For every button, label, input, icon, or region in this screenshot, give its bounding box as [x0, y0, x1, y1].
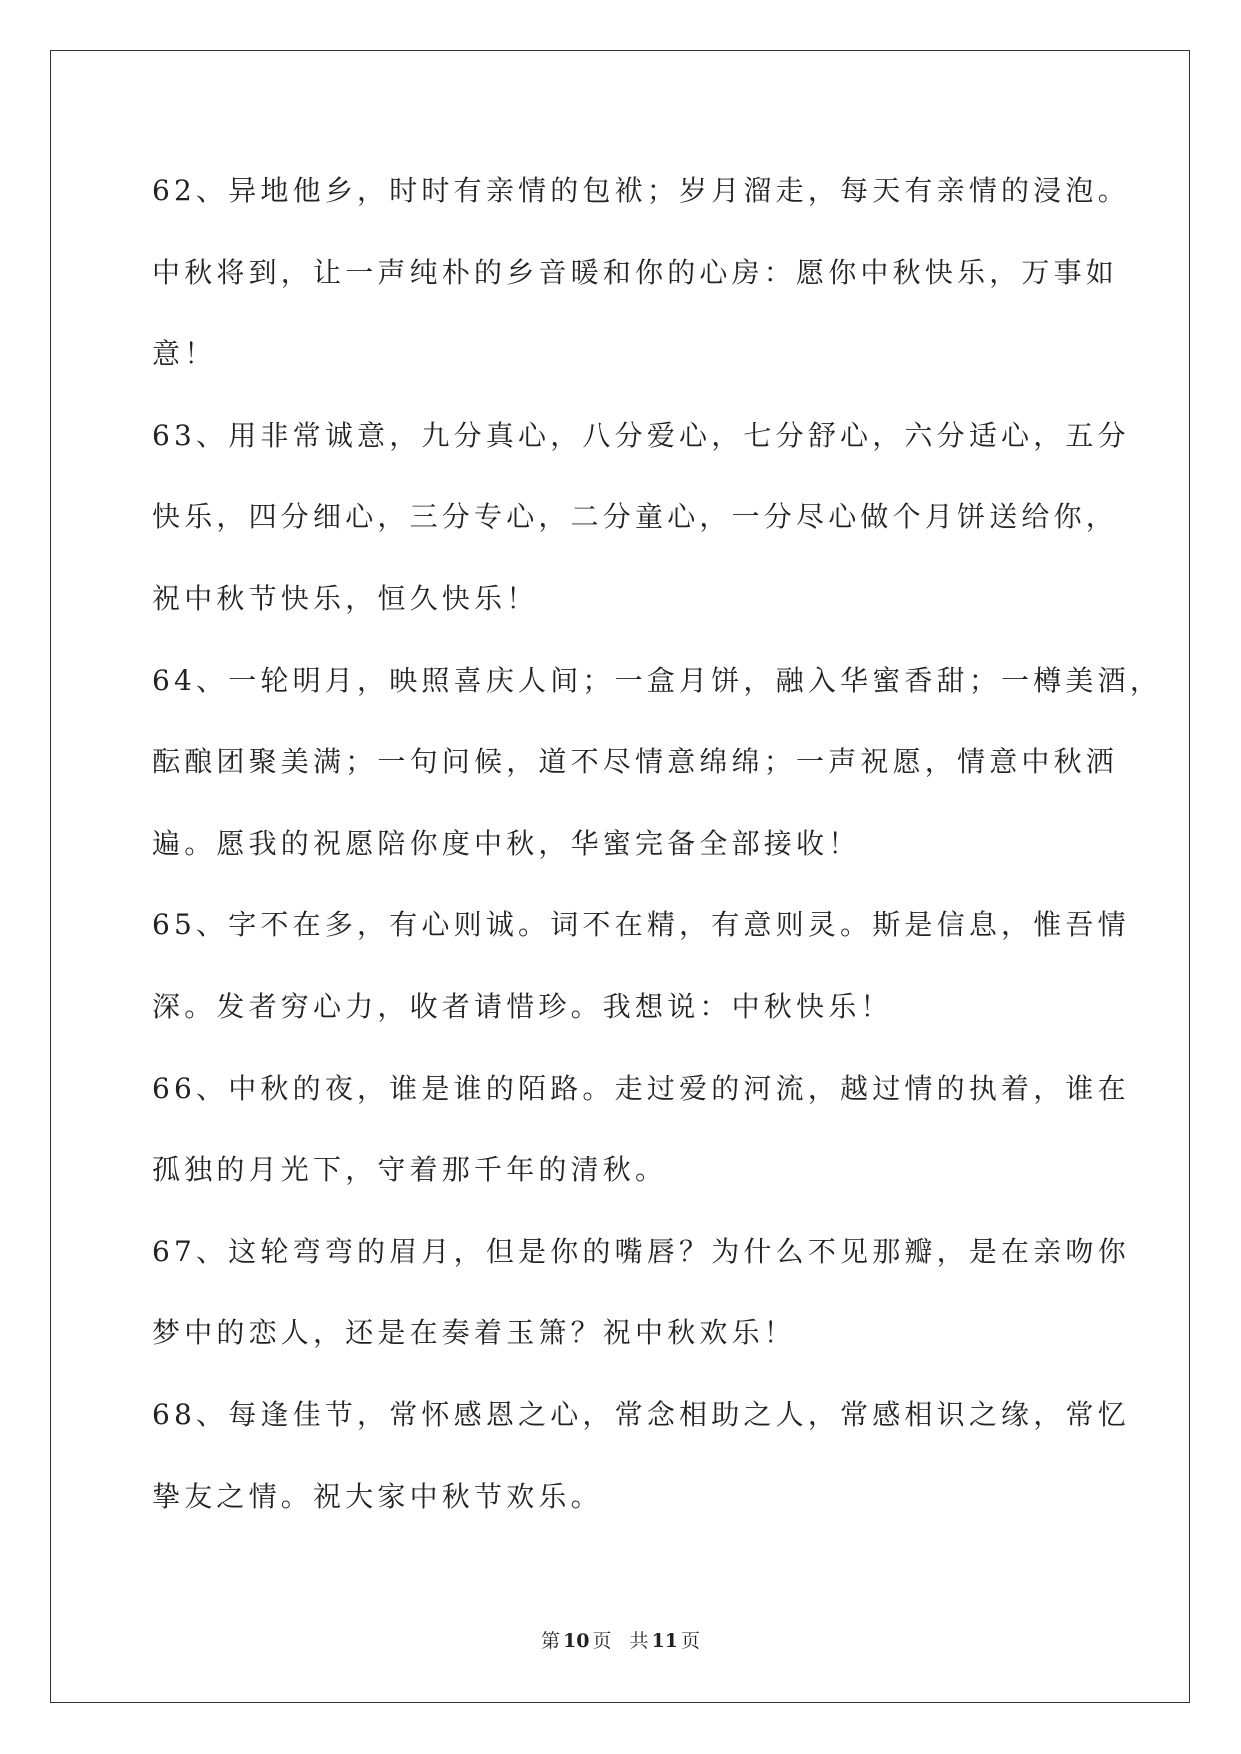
- page-current: 10: [563, 1630, 590, 1652]
- page-prefix: 第: [541, 1630, 561, 1652]
- text-line: 68、每逢佳节，常怀感恩之心，常念相助之人，常感相识之缘，常忆: [152, 1397, 1130, 1431]
- document-body: [152, 150, 1163, 1537]
- text-line: 酝酿团聚美满；一句问候，道不尽情意绵绵；一声祝愿，情意中秋洒: [152, 745, 1119, 779]
- text-line: 梦中的恋人，还是在奏着玉箫？祝中秋欢乐！: [152, 1316, 797, 1350]
- text-line: 挚友之情。祝大家中秋节欢乐。: [152, 1479, 603, 1513]
- text-line: 孤独的月光下，守着那千年的清秋。: [152, 1153, 668, 1187]
- text-line: 62、异地他乡，时时有亲情的包袱；岁月溜走，每天有亲情的浸泡。: [152, 174, 1130, 207]
- page-suffix: 页: [592, 1630, 612, 1652]
- text-line: 67、这轮弯弯的眉月，但是你的嘴唇？为什么不见那瓣，是在亲吻你: [152, 1234, 1130, 1268]
- text-line: 64、一轮明月，映照喜庆人间；一盒月饼，融入华蜜香甜；一樽美酒，: [152, 663, 1163, 697]
- text-line: 63、用非常诚意，九分真心，八分爱心，七分舒心，六分适心，五分: [152, 418, 1130, 452]
- text-line: 祝中秋节快乐，恒久快乐！: [152, 581, 539, 615]
- text-line: 遍。愿我的祝愿陪你度中秋，华蜜完备全部接收！: [152, 826, 861, 860]
- text-line: 65、字不在多，有心则诚。词不在精，有意则灵。斯是信息，惟吾情: [152, 908, 1130, 942]
- page-total: 11: [651, 1630, 678, 1652]
- total-prefix: 共: [629, 1630, 649, 1652]
- text-line: 66、中秋的夜，谁是谁的陌路。走过爱的河流，越过情的执着，谁在: [152, 1071, 1130, 1105]
- text-line: 快乐，四分细心，三分专心，二分童心，一分尽心做个月饼送给你，: [152, 500, 1119, 534]
- text-line: 深。发者穷心力，收者请惜珍。我想说：中秋快乐！: [152, 989, 893, 1023]
- total-suffix: 页: [680, 1630, 700, 1652]
- text-line: 中秋将到，让一声纯朴的乡音暖和你的心房：愿你中秋快乐，万事如: [152, 255, 1119, 289]
- page-footer: [0, 1626, 1241, 1653]
- text-line: 意！: [152, 337, 217, 371]
